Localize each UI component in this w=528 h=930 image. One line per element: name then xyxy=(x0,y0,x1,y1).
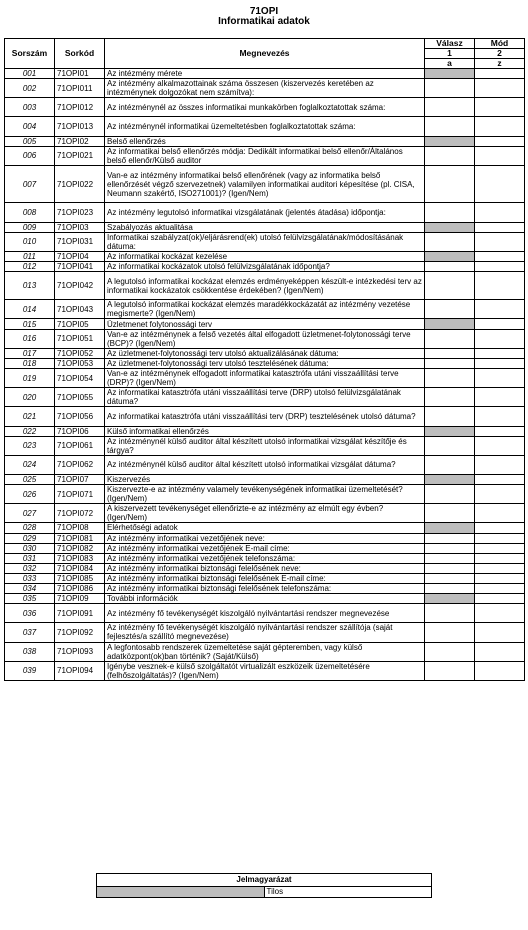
table-row xyxy=(5,594,525,604)
row-code: 71OPI041 xyxy=(55,261,105,271)
mode-cell[interactable] xyxy=(475,642,525,661)
legend-label: Tilos xyxy=(264,887,432,898)
row-number: 007 xyxy=(5,165,55,202)
table-row xyxy=(5,146,525,165)
answer-cell[interactable] xyxy=(425,271,475,299)
header-megnevezes: Megnevezés xyxy=(105,39,425,69)
row-code: 71OPI052 xyxy=(55,348,105,358)
row-description: A legfontosabb rendszerek üzemeltetése saját gépteremben, vagy külső adatközpont(ok)ban történik? (Saját/Külső) xyxy=(105,642,425,661)
answer-cell[interactable] xyxy=(425,563,475,573)
row-number: 011 xyxy=(5,251,55,261)
row-number: 014 xyxy=(5,300,55,319)
row-code: 71OPI09 xyxy=(55,594,105,604)
answer-cell[interactable] xyxy=(425,642,475,661)
row-code: 71OPI084 xyxy=(55,563,105,573)
row-number: 008 xyxy=(5,203,55,222)
answer-cell-forbidden xyxy=(425,594,475,604)
mode-cell[interactable] xyxy=(475,165,525,202)
row-code: 71OPI02 xyxy=(55,136,105,146)
mode-cell[interactable] xyxy=(475,261,525,271)
answer-cell[interactable] xyxy=(425,388,475,407)
table-row xyxy=(5,523,525,533)
row-number: 039 xyxy=(5,661,55,680)
row-description: Informatikai szabályzat(ok)/eljárásrend(ek) utolsó felülvizsgálatának/módosításának dátuma: xyxy=(105,232,425,251)
row-code: 71OPI081 xyxy=(55,533,105,543)
table-body xyxy=(5,69,525,681)
table-row xyxy=(5,573,525,583)
table-row xyxy=(5,117,525,136)
row-number: 030 xyxy=(5,543,55,553)
row-description: Az informatikai katasztrófa utáni visszaállítási terv (DRP) tesztelésének utolsó dátuma? xyxy=(105,407,425,426)
row-description: Az intézménynél informatikai üzemeltetésben foglalkoztatottak száma: xyxy=(105,117,425,136)
answer-cell-forbidden xyxy=(425,69,475,79)
table-row xyxy=(5,329,525,348)
data-table xyxy=(4,38,525,681)
mode-cell[interactable] xyxy=(475,117,525,136)
row-code: 71OPI091 xyxy=(55,604,105,623)
row-code: 71OPI093 xyxy=(55,642,105,661)
mode-cell[interactable] xyxy=(475,504,525,523)
table-row xyxy=(5,455,525,474)
row-description: Az intézmény informatikai vezetőjének telefonszáma: xyxy=(105,553,425,563)
answer-cell[interactable] xyxy=(425,604,475,623)
row-code: 71OPI011 xyxy=(55,79,105,98)
table-row xyxy=(5,98,525,117)
mode-cell[interactable] xyxy=(475,455,525,474)
row-number: 034 xyxy=(5,584,55,594)
table-row xyxy=(5,319,525,329)
row-code: 71OPI022 xyxy=(55,165,105,202)
answer-cell[interactable] xyxy=(425,623,475,642)
row-description: Külső informatikai ellenőrzés xyxy=(105,426,425,436)
table-row xyxy=(5,436,525,455)
header-valasz-letter: a xyxy=(425,59,475,69)
row-code: 71OPI051 xyxy=(55,329,105,348)
mode-cell[interactable] xyxy=(475,271,525,299)
row-code: 71OPI07 xyxy=(55,474,105,484)
header-valasz: Válasz xyxy=(425,39,475,49)
answer-cell[interactable] xyxy=(425,485,475,504)
form-code: 71OPI xyxy=(249,6,279,17)
answer-cell[interactable] xyxy=(425,584,475,594)
row-number: 002 xyxy=(5,79,55,98)
mode-cell[interactable] xyxy=(475,98,525,117)
row-description: Az intézmény informatikai vezetőjének neve: xyxy=(105,533,425,543)
mode-cell[interactable] xyxy=(475,232,525,251)
row-description: Az intézmény fő tevékenységét kiszolgáló nyilvántartási rendszer szállítója (saját fejlesztés/a szállító megnevezése) xyxy=(105,623,425,642)
row-description: Van-e az intézménynek elfogadott informatikai katasztrófa utáni visszaállítási terve (DRP)? (Igen/Nem) xyxy=(105,368,425,387)
row-description: Az intézmény fő tevékenységét kiszolgáló nyilvántartási rendszer megnevezése xyxy=(105,604,425,623)
table-row xyxy=(5,79,525,98)
answer-cell[interactable] xyxy=(425,573,475,583)
row-number: 032 xyxy=(5,563,55,573)
answer-cell-forbidden xyxy=(425,222,475,232)
mode-cell[interactable] xyxy=(475,485,525,504)
answer-cell[interactable] xyxy=(425,165,475,202)
mode-cell[interactable] xyxy=(475,388,525,407)
table-row xyxy=(5,604,525,623)
header-valasz-num: 1 xyxy=(425,49,475,59)
row-description: Az intézmény mérete xyxy=(105,69,425,79)
answer-cell[interactable] xyxy=(425,407,475,426)
row-description: Belső ellenőrzés xyxy=(105,136,425,146)
row-code: 71OPI031 xyxy=(55,232,105,251)
row-description: Szabályozás aktualitása xyxy=(105,222,425,232)
row-number: 025 xyxy=(5,474,55,484)
answer-cell-forbidden xyxy=(425,136,475,146)
table-row xyxy=(5,642,525,661)
row-code: 71OPI053 xyxy=(55,358,105,368)
answer-cell[interactable] xyxy=(425,261,475,271)
mode-cell[interactable] xyxy=(475,543,525,553)
row-number: 029 xyxy=(5,533,55,543)
row-code: 71OPI012 xyxy=(55,98,105,117)
answer-cell[interactable] xyxy=(425,533,475,543)
table-row xyxy=(5,543,525,553)
row-number: 027 xyxy=(5,504,55,523)
mode-cell[interactable] xyxy=(475,573,525,583)
table-row xyxy=(5,251,525,261)
row-description: Az intézmény legutolsó informatikai vizsgálatának (jelentés átadása) időpontja: xyxy=(105,203,425,222)
table-row xyxy=(5,261,525,271)
answer-cell[interactable] xyxy=(425,203,475,222)
mode-cell[interactable] xyxy=(475,203,525,222)
table-row xyxy=(5,533,525,543)
row-number: 005 xyxy=(5,136,55,146)
row-number: 017 xyxy=(5,348,55,358)
row-description: Van-e az intézmény informatikai belső ellenőrének (vagy az informatika belső ellenőrzését végző szervezetnek) valamilyen informatikai auditori képesítése (pl. CISA, Neumann szakértő, ISO271001)? (Igen/Nem) xyxy=(105,165,425,202)
row-code: 71OPI021 xyxy=(55,146,105,165)
row-number: 035 xyxy=(5,594,55,604)
row-code: 71OPI092 xyxy=(55,623,105,642)
mode-cell[interactable] xyxy=(475,661,525,680)
table-row xyxy=(5,358,525,368)
row-code: 71OPI083 xyxy=(55,553,105,563)
row-description: Az intézmény informatikai biztonsági felelősének E-mail címe: xyxy=(105,573,425,583)
row-number: 013 xyxy=(5,271,55,299)
row-number: 001 xyxy=(5,69,55,79)
header-mod-num: 2 xyxy=(475,49,525,59)
mode-cell[interactable] xyxy=(475,553,525,563)
table-row xyxy=(5,504,525,523)
mode-cell[interactable] xyxy=(475,604,525,623)
row-description: Az intézménynél külső auditor által készített utolsó informatikai vizsgálat készítője és tárgya? xyxy=(105,436,425,455)
row-number: 036 xyxy=(5,604,55,623)
answer-cell[interactable] xyxy=(425,553,475,563)
row-number: 028 xyxy=(5,523,55,533)
mode-cell[interactable] xyxy=(475,563,525,573)
mode-cell[interactable] xyxy=(475,584,525,594)
table-row xyxy=(5,69,525,79)
row-description: A legutolsó informatikai kockázat elemzés maradékkockázatát az intézmény vezetése megismerte? (Igen/Nem) xyxy=(105,300,425,319)
mode-cell[interactable] xyxy=(475,474,525,484)
row-number: 009 xyxy=(5,222,55,232)
row-number: 020 xyxy=(5,388,55,407)
legend-swatch xyxy=(97,887,265,898)
header-sorszam: Sorszám xyxy=(5,39,55,69)
table-row xyxy=(5,203,525,222)
answer-cell[interactable] xyxy=(425,358,475,368)
row-description: Az üzletmenet-folytonossági terv utolsó tesztelésének dátuma: xyxy=(105,358,425,368)
form-title: Informatikai adatok xyxy=(218,16,310,27)
table-row xyxy=(5,271,525,299)
mode-cell[interactable] xyxy=(475,300,525,319)
table-row xyxy=(5,232,525,251)
row-number: 023 xyxy=(5,436,55,455)
header-mod: Mód xyxy=(475,39,525,49)
row-description: További információk xyxy=(105,594,425,604)
row-number: 004 xyxy=(5,117,55,136)
table-row xyxy=(5,300,525,319)
mode-cell[interactable] xyxy=(475,436,525,455)
row-number: 038 xyxy=(5,642,55,661)
answer-cell[interactable] xyxy=(425,543,475,553)
mode-cell[interactable] xyxy=(475,222,525,232)
row-code: 71OPI055 xyxy=(55,388,105,407)
table-row xyxy=(5,136,525,146)
row-description: Kiszervezte-e az intézmény valamely tevékenységének informatikai üzemeltetését? (Igen/Nem) xyxy=(105,485,425,504)
row-code: 71OPI072 xyxy=(55,504,105,523)
row-code: 71OPI043 xyxy=(55,300,105,319)
answer-cell[interactable] xyxy=(425,232,475,251)
table-row xyxy=(5,388,525,407)
answer-cell[interactable] xyxy=(425,98,475,117)
mode-cell[interactable] xyxy=(475,69,525,79)
row-code: 71OPI023 xyxy=(55,203,105,222)
row-description: Az informatikai kockázatok utolsó felülvizsgálatának időpontja? xyxy=(105,261,425,271)
answer-cell[interactable] xyxy=(425,117,475,136)
table-row xyxy=(5,165,525,202)
row-code: 71OPI085 xyxy=(55,573,105,583)
mode-cell[interactable] xyxy=(475,407,525,426)
mode-cell[interactable] xyxy=(475,79,525,98)
row-description: A legutolsó informatikai kockázat elemzés erdményeképpen készült-e intézkedési terv az informatikai kockázatok csökkentése érdekében? (Igen/Nem) xyxy=(105,271,425,299)
row-description: Elérhetőségi adatok xyxy=(105,523,425,533)
row-description: Az intézmény informatikai biztonsági felelősének neve: xyxy=(105,563,425,573)
answer-cell[interactable] xyxy=(425,368,475,387)
mode-cell[interactable] xyxy=(475,594,525,604)
row-description: Az intézménynél az összes informatikai munkakörben foglalkoztatottak száma: xyxy=(105,98,425,117)
table-row xyxy=(5,623,525,642)
legend-title: Jelmagyarázat xyxy=(97,874,432,887)
mode-cell[interactable] xyxy=(475,623,525,642)
row-code: 71OPI062 xyxy=(55,455,105,474)
mode-cell[interactable] xyxy=(475,348,525,358)
table-row xyxy=(5,348,525,358)
answer-cell-forbidden xyxy=(425,251,475,261)
table-row xyxy=(5,407,525,426)
table-row xyxy=(5,426,525,436)
row-description: Az informatikai belső ellenőrzés módja: Dedikált informatikai belső ellenőr/Általános belső ellenőr/Külső auditor xyxy=(105,146,425,165)
row-number: 012 xyxy=(5,261,55,271)
row-code: 71OPI061 xyxy=(55,436,105,455)
row-number: 037 xyxy=(5,623,55,642)
table-row xyxy=(5,661,525,680)
row-number: 018 xyxy=(5,358,55,368)
row-description: Az informatikai kockázat kezelése xyxy=(105,251,425,261)
row-number: 031 xyxy=(5,553,55,563)
row-code: 71OPI042 xyxy=(55,271,105,299)
answer-cell[interactable] xyxy=(425,661,475,680)
row-number: 010 xyxy=(5,232,55,251)
header-sorkod: Sorkód xyxy=(55,39,105,69)
row-description: Van-e az intézménynek a felső vezetés által elfogadott üzletmenet-folytonossági terve (BCP)? (Igen/Nem) xyxy=(105,329,425,348)
row-description: Üzletmenet folytonossági terv xyxy=(105,319,425,329)
answer-cell[interactable] xyxy=(425,300,475,319)
table-row xyxy=(5,553,525,563)
row-number: 006 xyxy=(5,146,55,165)
row-description: Az intézménynél külső auditor által készített utolsó informatikai vizsgálat dátuma? xyxy=(105,455,425,474)
row-code: 71OPI056 xyxy=(55,407,105,426)
row-number: 026 xyxy=(5,485,55,504)
row-code: 71OPI06 xyxy=(55,426,105,436)
answer-cell[interactable] xyxy=(425,79,475,98)
header-mod-letter: z xyxy=(475,59,525,69)
row-number: 019 xyxy=(5,368,55,387)
row-code: 71OPI03 xyxy=(55,222,105,232)
row-description: Igénybe vesznek-e külső szolgáltatót virtualizált eszközeik üzemeltetésére (felhőszolgáltatás)? (Igen/Nem) xyxy=(105,661,425,680)
row-code: 71OPI086 xyxy=(55,584,105,594)
row-number: 022 xyxy=(5,426,55,436)
mode-cell[interactable] xyxy=(475,146,525,165)
row-description: Az intézmény informatikai vezetőjének E-mail címe: xyxy=(105,543,425,553)
answer-cell[interactable] xyxy=(425,504,475,523)
answer-cell[interactable] xyxy=(425,436,475,455)
row-code: 71OPI071 xyxy=(55,485,105,504)
row-description: Az informatikai katasztrófa utáni visszaállítási terve (DRP) utolsó felülvizsgálatának dátuma? xyxy=(105,388,425,407)
table-row xyxy=(5,584,525,594)
answer-cell[interactable] xyxy=(425,329,475,348)
answer-cell[interactable] xyxy=(425,146,475,165)
answer-cell-forbidden xyxy=(425,523,475,533)
mode-cell[interactable] xyxy=(475,523,525,533)
row-code: 71OPI04 xyxy=(55,251,105,261)
row-number: 024 xyxy=(5,455,55,474)
row-code: 71OPI082 xyxy=(55,543,105,553)
row-code: 71OPI094 xyxy=(55,661,105,680)
table-row xyxy=(5,563,525,573)
row-number: 033 xyxy=(5,573,55,583)
row-code: 71OPI054 xyxy=(55,368,105,387)
mode-cell[interactable] xyxy=(475,426,525,436)
mode-cell[interactable] xyxy=(475,368,525,387)
legend-table xyxy=(96,873,432,898)
row-code: 71OPI05 xyxy=(55,319,105,329)
mode-cell[interactable] xyxy=(475,329,525,348)
table-row xyxy=(5,222,525,232)
row-description: Az intézmény informatikai biztonsági felelősének telefonszáma: xyxy=(105,584,425,594)
table-row xyxy=(5,474,525,484)
row-code: 71OPI01 xyxy=(55,69,105,79)
answer-cell[interactable] xyxy=(425,455,475,474)
mode-cell[interactable] xyxy=(475,358,525,368)
row-number: 003 xyxy=(5,98,55,117)
row-description: Az üzletmenet-folytonossági terv utolsó aktualizálásának dátuma: xyxy=(105,348,425,358)
mode-cell[interactable] xyxy=(475,251,525,261)
table-row xyxy=(5,485,525,504)
answer-cell[interactable] xyxy=(425,348,475,358)
answer-cell-forbidden xyxy=(425,474,475,484)
row-number: 015 xyxy=(5,319,55,329)
mode-cell[interactable] xyxy=(475,136,525,146)
answer-cell-forbidden xyxy=(425,319,475,329)
mode-cell[interactable] xyxy=(475,319,525,329)
mode-cell[interactable] xyxy=(475,533,525,543)
row-number: 016 xyxy=(5,329,55,348)
row-description: A kiszervezett tevékenységet ellenőrizte-e az intézmény az elmúlt egy évben? (Igen/Nem) xyxy=(105,504,425,523)
row-code: 71OPI013 xyxy=(55,117,105,136)
row-code: 71OPI08 xyxy=(55,523,105,533)
table-row xyxy=(5,368,525,387)
answer-cell-forbidden xyxy=(425,426,475,436)
row-description: Kiszervezés xyxy=(105,474,425,484)
row-description: Az intézmény alkalmazottainak száma összesen (kiszervezés keretében az intézménynek dolgozókat nem számítva): xyxy=(105,79,425,98)
row-number: 021 xyxy=(5,407,55,426)
